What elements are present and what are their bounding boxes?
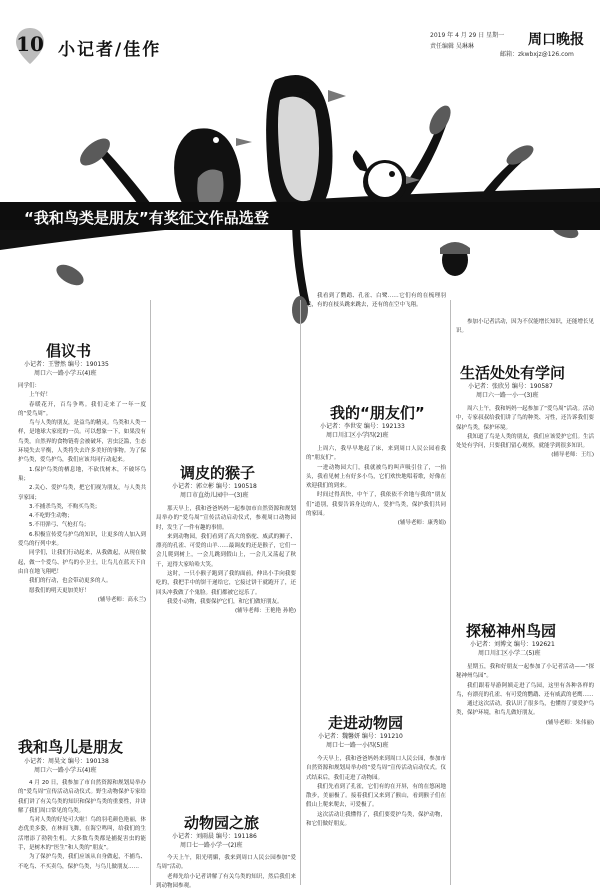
paragraph: 1.保护鸟类的栖息地，不砍伐树木，不破坏鸟巢； [18, 466, 146, 482]
paragraph: 同学们： [18, 383, 41, 389]
banner-title: “我和鸟类是朋友”有奖征文作品选登 [24, 209, 269, 227]
paragraph: 为了保护鸟类，我们应该从自身做起，不捕鸟、不吃鸟、不买卖鸟，保护鸟类，与鸟儿做朋友…… [18, 854, 146, 870]
paragraph: 那天早上，我和爸爸妈妈一起参加市自然资源和规划局举办的“爱鸟周”宣传活动启动仪式，参观周口动物园时，发生了一件有趣的事情。 [156, 506, 296, 531]
paragraph: 春暖花开，百鸟争鸣。我们走来了一年一度的“爱鸟周”。 [18, 401, 146, 417]
paragraph: 6.积极宣传爱鸟护鸟的知识，让更多的人加入到爱鸟的行列中来。 [18, 531, 146, 548]
article-byline: 小记者：周昊文 编号：190138 [24, 758, 109, 765]
article-title: 生活处处有学问 [460, 364, 566, 382]
paragraph: 鸟与人类的朋友，是益鸟的精灵。鸟类和人类一样，是地球大家庭的一员。可以想象一下，如果没有鸟类，自然界的食物链将会被破坏，害虫泛滥，生态环境失去平衡，人类将失去许多美好的事物。为了保护鸟类，爱鸟护鸟，我们应该共同行动起来。 [18, 420, 146, 464]
article-byline: 周口七一路小学一(2)班 [180, 842, 243, 849]
page-number-badge [14, 26, 46, 64]
feature-banner [0, 202, 600, 230]
advisor-credit: (辅导老师：朱伟丽) [545, 719, 594, 726]
paragraph: 5.不用弹弓、气枪打鸟； [29, 522, 90, 529]
page-number: 10 [16, 32, 44, 56]
paragraph: 我们先看到了孔雀，它们有的在开屏，有的在悠闲地散步，美丽极了。接着我们又来到了猴山，看到猴子们在假山上爬来爬去，可爱极了。 [306, 783, 446, 809]
article-byline: 周口川汇区小学四(2)班 [326, 432, 389, 439]
column-divider [150, 300, 151, 885]
paragraph: 我看到了鹦鹉、孔雀、白鹭……它们有的在梳理羽毛，有的在枝头跳来跳去，还有的在空中飞翔。 [306, 293, 446, 309]
paragraph: 同学们，让我们行动起来，从我做起，从现在做起，做一个爱鸟、护鸟的小卫士，让鸟儿在蓝天下自由自在地飞翔吧！ [18, 550, 146, 575]
paragraph: 我们的行动，也会带动更多的人。 [29, 578, 112, 585]
paragraph: 我爱小动物，我要保护它们，和它们做好朋友。 [167, 598, 283, 605]
article-body [456, 318, 594, 354]
advisor-credit: (辅导老师：高永兰) [97, 596, 146, 603]
paragraph: 我们跟着导游阿姨走进了鸟园，这里有各种各样的鸟，有漂亮的孔雀、有可爱的鹦鹉、还有威武的老鹰…… [456, 682, 594, 698]
acorn [440, 242, 470, 276]
article-body [306, 755, 446, 889]
article-title: 倡议书 [46, 342, 92, 360]
paragraph: 上午好！ [29, 392, 52, 399]
leaf [504, 141, 537, 168]
column-divider [450, 300, 451, 885]
birds-on-branch-illustration [0, 60, 600, 330]
section-title: 小记者/佳作 [58, 40, 162, 60]
paragraph: 2.关心、爱护鸟类，把它们视为朋友，与人类共享家园； [18, 485, 146, 501]
paragraph: 老师先给小记者讲解了有关鸟类的知识，然后我们来到动物园参观。 [156, 873, 296, 889]
article-body [456, 663, 594, 889]
article-title: 动物园之旅 [184, 814, 260, 832]
article-byline: 小记者：魏馨妍 编号：191210 [318, 733, 403, 740]
article-byline: 周口六一路小学五(4)班 [34, 370, 97, 377]
editor-credit: 责任编辑 吴琳琳 [430, 43, 474, 50]
editor-email: 邮箱：zkwbxjz@126.com [500, 51, 574, 58]
advisor-credit: (辅导老师：王红) [551, 452, 594, 459]
article-byline: 小记者：王譬然 编号：190135 [24, 361, 109, 368]
issue-date: 2019 年 4 月 29 日 星期一 [430, 32, 505, 39]
article-title: 调皮的猴子 [180, 464, 256, 482]
advisor-credit: (辅导老师：王艳艳 孙艳) [234, 608, 296, 615]
masthead-logo: 周口晚报 [528, 32, 584, 48]
article-body [156, 854, 296, 889]
paragraph: 这次活动让我懂得了，我们要爱护鸟类，保护动物，和它们做好朋友。 [306, 811, 446, 828]
article-byline: 小记者：刘雨晨 编号：191186 [172, 833, 257, 840]
article-body [156, 505, 296, 805]
paragraph: 今天上午，阳光明媚，我来到周口人民公园参加“爱鸟周”活动。 [156, 855, 296, 871]
paragraph: 4 月 20 日，我参加了市自然资源和规划局举办的“爱鸟周”宣传活动启动仪式。野生动物保护专家给我们讲了有关鸟类的知识和保护鸟类的重要性，并讲解了我们周口常见的鸟类。 [18, 780, 146, 814]
article-byline: 小记者：刘博文 编号：192621 [470, 641, 555, 648]
article-title: 走进动物园 [328, 714, 404, 732]
advisor-credit: (辅导老师：康秀娟) [397, 520, 446, 527]
article-body [18, 779, 146, 887]
article-byline: 小记者：张欣另 编号：190587 [468, 383, 553, 390]
article-body [18, 382, 146, 728]
column-divider [300, 300, 301, 885]
paragraph: 来到动物园，我们看到了高大的骆驼、威武的狮子、漂亮的孔雀、可爱的山羊……最调皮的还是猴子，它们一会儿爬到树上，一会儿跳到假山上，一会儿又荡起了秋千，逗得大家哈哈大笑。 [156, 533, 296, 568]
article-body [306, 445, 446, 685]
article-byline: 周口六一路一小一(3)班 [476, 392, 539, 399]
article-title: 我的“朋友们” [330, 404, 425, 422]
article-byline: 周口七一路一小四(5)班 [326, 742, 389, 749]
paragraph: 3.不捕杀鸟类，不购买鸟类； [29, 503, 101, 510]
article-body [456, 405, 594, 615]
paragraph: 鸟对人类的好处可大啦！鸟的羽毛颜色艳丽，体态优美多姿，在林间飞舞，在海空鸣叫，给我们的生活增添了勃勃生机。大多数鸟类都是捕捉害虫的能手，是树木的“医生”和人类的“朋友”。 [18, 817, 146, 852]
paragraph: 我知道了鸟是人类的朋友，我们应该爱护它们。生活处处有学问，只要我们留心观察，就能学到很多知识。 [456, 433, 594, 450]
article-byline: 周口川汇区小学二(5)班 [478, 650, 541, 657]
article-body [306, 292, 446, 392]
paragraph: 星期五，我和好朋友一起参加了小记者活动——“探秘神州鸟园”。 [456, 664, 594, 680]
article-byline: 小记者：郭立彬 编号：190518 [172, 483, 257, 490]
paragraph: 今天早上，我和爸爸妈妈来到周口人民公园，参加市自然资源和规划局举办的“爱鸟周”宣传活动启动仪式。仪式结束后，我们走进了动物园。 [306, 756, 446, 781]
leaf [53, 261, 87, 290]
paragraph: 这时，一只小猴子跑到了我的面前，伸出小手向我要吃的，我把手中的饼干递给它，它接过饼干就跑开了，还回头冲我做了个鬼脸。我们都被它逗乐了。 [156, 571, 296, 596]
paragraph: 周六上午，我和妈妈一起参加了“爱鸟周”活动。活动中，专家叔叔给我们讲了鸟的种类、习性，还告诉我们要保护鸟类，保护环境。 [456, 406, 594, 431]
paragraph: 上周六，我早早地起了床，来到周口人民公园看我的“朋友们”。 [306, 446, 446, 462]
paragraph: 愿我们的明天更加美好！ [29, 587, 90, 594]
article-title: 探秘神州鸟园 [466, 622, 557, 640]
paragraph: 参加小记者活动，因为不仅能增长知识，还能增长见识。 [456, 319, 594, 335]
paragraph: 4.不吃野生动物； [29, 513, 73, 520]
article-byline: 小记者：李世安 编号：192133 [320, 423, 405, 430]
article-byline: 周口六一路小学五(4)班 [34, 767, 97, 774]
paragraph: 通过这次活动，我认识了很多鸟，也懂得了要爱护鸟类，保护环境，和鸟儿做好朋友。 [456, 701, 594, 717]
article-byline: 周口市直幼儿园中一(3)班 [180, 492, 249, 499]
paragraph: 时间过得真快，中午了，我依依不舍地与我的“朋友们”道别，我要告诉身边的人，爱护鸟类，保护我们共同的家园。 [306, 492, 446, 518]
article-title: 我和鸟儿是朋友 [18, 738, 124, 756]
paragraph: 一进动物园大门，我就被鸟的叫声吸引住了，一抬头，我看见树上有好多小鸟，它们欢快地唱着歌，好像在欢迎我们的到来。 [306, 464, 446, 490]
